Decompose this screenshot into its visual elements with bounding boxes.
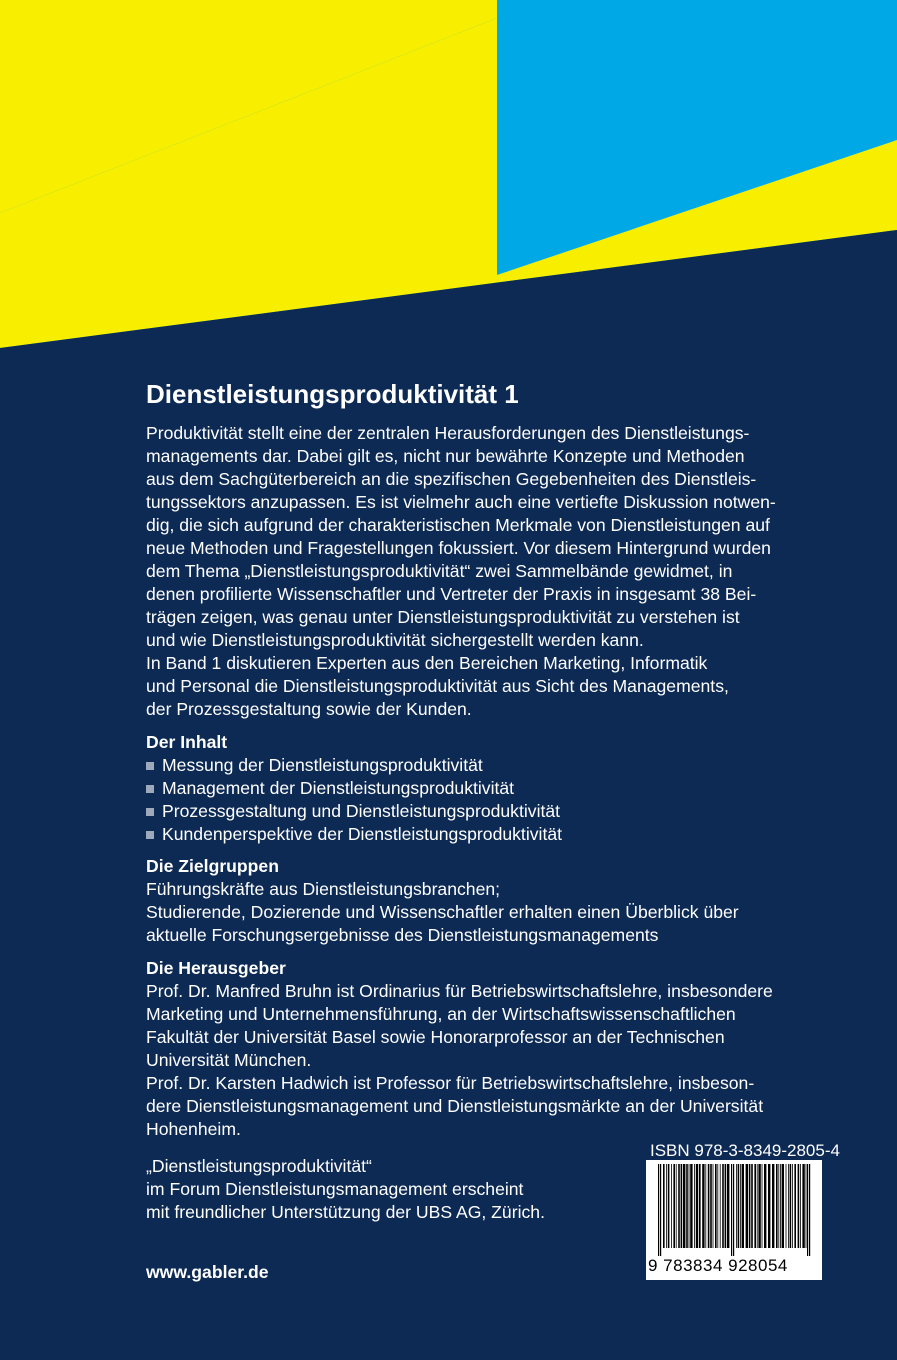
barcode-bar xyxy=(772,1164,774,1248)
list-item xyxy=(146,754,826,777)
barcode-bar xyxy=(717,1164,718,1248)
text-line: Prof. Dr. Manfred Bruhn ist Ordinarius für Betriebswirtschaftslehre, insbesondere xyxy=(146,981,773,1001)
barcode-guard-bar xyxy=(809,1164,810,1256)
intro-line: dig, die sich aufgrund der charakteristischen Merkmale von Dienstleistungen auf xyxy=(146,515,770,535)
barcode-bar xyxy=(673,1164,675,1248)
barcode-bar xyxy=(690,1164,692,1248)
barcode-bar xyxy=(715,1164,717,1248)
barcode-bar xyxy=(792,1164,793,1248)
list-item-label: Management der Dienstleistungsproduktivität xyxy=(162,778,515,798)
barcode-bar xyxy=(663,1164,665,1248)
barcode-bar xyxy=(689,1164,690,1248)
barcode-bar xyxy=(806,1164,807,1248)
barcode-bar xyxy=(681,1164,683,1248)
barcode-bar xyxy=(705,1164,706,1248)
barcode-bar xyxy=(738,1164,740,1248)
text-line: Hohenheim. xyxy=(146,1119,241,1139)
intro-text xyxy=(146,422,816,721)
barcode-bar xyxy=(742,1164,744,1248)
barcode-bar xyxy=(764,1164,766,1248)
barcode-bar xyxy=(786,1164,787,1248)
intro-line: der Prozessgestaltung sowie der Kunden. xyxy=(146,699,472,719)
intro-line: aus dem Sachgüterbereich an die spezifischen Gegebenheiten des Dienstleis- xyxy=(146,469,757,489)
cover-top-graphic xyxy=(0,0,897,350)
barcode-bar xyxy=(696,1164,698,1248)
section-herausgeber xyxy=(146,957,826,1141)
barcode-bar xyxy=(710,1164,712,1248)
barcode-bar xyxy=(702,1164,704,1248)
barcode-bar xyxy=(746,1164,748,1248)
barcode-guard-bar xyxy=(660,1164,661,1256)
barcode-bar xyxy=(778,1164,779,1248)
bullet-square-icon xyxy=(146,785,154,793)
section-inhalt xyxy=(146,731,826,846)
text-line: Marketing und Unternehmensführung, an der Wirtschaftswissenschaftlichen xyxy=(146,1004,736,1024)
barcode-bar xyxy=(668,1164,670,1248)
barcode-bar xyxy=(758,1164,760,1248)
barcode-bar xyxy=(740,1164,741,1248)
barcode-bar xyxy=(666,1164,667,1248)
barcode-digits: 9 783834 928054 xyxy=(648,1256,788,1275)
intro-line: trägen zeigen, was genau unter Dienstleistungsproduktivität zu verstehen ist xyxy=(146,607,740,627)
intro-line: neue Methoden und Fragestellungen fokussiert. Vor diesem Hintergrund wurden xyxy=(146,538,771,558)
list-item-label: Messung der Dienstleistungsproduktivität xyxy=(162,755,483,775)
barcode-bar xyxy=(798,1164,800,1248)
text-line: Fakultät der Universität Basel sowie Honorarprofessor an der Technischen xyxy=(146,1027,725,1047)
barcode xyxy=(646,1160,822,1280)
barcode-bar xyxy=(676,1164,677,1248)
text-line: Universität München. xyxy=(146,1050,312,1070)
list-item-label: Kundenperspektive der Dienstleistungsproduktivität xyxy=(162,824,563,844)
barcode-bar xyxy=(720,1164,721,1248)
barcode-bar xyxy=(788,1164,789,1248)
section-heading: Die Herausgeber xyxy=(146,958,286,978)
barcode-bar xyxy=(780,1164,781,1248)
intro-line: Produktivität stellt eine der zentralen Herausforderungen des Dienstleistungs- xyxy=(146,423,750,443)
barcode-bars xyxy=(656,1164,812,1256)
list-item xyxy=(146,777,826,800)
intro-line: denen profilierte Wissenschaftler und Vertreter der Praxis in insgesamt 38 Bei- xyxy=(146,584,757,604)
intro-line: managements dar. Dabei gilt es, nicht nur bewährte Konzepte und Methoden xyxy=(146,446,745,466)
book-title: Dienstleistungsproduktivität 1 xyxy=(146,379,519,409)
text-line: dere Dienstleistungsmanagement und Dienstleistungsmärkte an der Universität xyxy=(146,1096,764,1116)
section-heading: Der Inhalt xyxy=(146,732,228,752)
text-line: Studierende, Dozierende und Wissenschaftler erhalten einen Überblick über xyxy=(146,902,739,922)
intro-line: und Personal die Dienstleistungsproduktivität aus Sicht des Managements, xyxy=(146,676,729,696)
barcode-bar xyxy=(757,1164,758,1248)
barcode-bar xyxy=(725,1164,727,1248)
content-list xyxy=(146,754,826,846)
text-line: mit freundlicher Unterstützung der UBS AG, Zürich. xyxy=(146,1202,545,1222)
list-item xyxy=(146,800,826,823)
intro-line: dem Thema „Dienstleistungsproduktivität“ zwei Sammelbände gewidmet, in xyxy=(146,561,733,581)
barcode-guard-bar xyxy=(733,1164,734,1256)
intro-line: In Band 1 diskutieren Experten aus den Bereichen Marketing, Informatik xyxy=(146,653,708,673)
text-line: im Forum Dienstleistungsmanagement erscheint xyxy=(146,1179,524,1199)
barcode-guard-bar xyxy=(731,1164,732,1256)
bullet-square-icon xyxy=(146,808,154,816)
intro-line: und wie Dienstleistungsproduktivität sichergestellt werden kann. xyxy=(146,630,644,650)
barcode-guard-bar xyxy=(807,1164,808,1256)
text-line: „Dienstleistungsproduktivität“ xyxy=(146,1156,372,1176)
section-heading: Die Zielgruppen xyxy=(146,856,279,876)
barcode-bar xyxy=(751,1164,753,1248)
text-line: Führungskräfte aus Dienstleistungsbranchen; xyxy=(146,879,501,899)
barcode-bar xyxy=(768,1164,770,1248)
barcode-bar xyxy=(686,1164,688,1248)
bullet-square-icon xyxy=(146,831,154,839)
barcode-bar xyxy=(708,1164,710,1248)
barcode-bar xyxy=(800,1164,801,1248)
list-item xyxy=(146,823,826,846)
barcode-bar xyxy=(790,1164,792,1248)
barcode-guard-bar xyxy=(658,1164,659,1256)
barcode-bar xyxy=(727,1164,729,1248)
barcode-bar xyxy=(782,1164,784,1248)
barcode-bar xyxy=(678,1164,680,1248)
intro-line: tungssektors anzupassen. Es ist vielmehr auch eine vertiefte Diskussion notwen- xyxy=(146,492,776,512)
barcode-bar xyxy=(794,1164,796,1248)
list-item-label: Prozessgestaltung und Dienstleistungsproduktivität xyxy=(162,801,561,821)
barcode-bar xyxy=(754,1164,756,1248)
barcode-bar xyxy=(762,1164,763,1248)
barcode-bar xyxy=(722,1164,724,1248)
isbn-label: ISBN 978-3-8349-2805-4 xyxy=(650,1141,840,1160)
barcode-bar xyxy=(749,1164,751,1248)
section-zielgruppen xyxy=(146,855,826,947)
barcode-bar xyxy=(802,1164,804,1248)
text-line: aktuelle Forschungsergebnisse des Dienstleistungsmanagements xyxy=(146,925,659,945)
barcode-bar xyxy=(683,1164,685,1248)
text-line: Prof. Dr. Karsten Hadwich ist Professor für Betriebswirtschaftslehre, insbeson- xyxy=(146,1073,755,1093)
barcode-bar xyxy=(713,1164,714,1248)
barcode-bar xyxy=(694,1164,695,1248)
barcode-bar xyxy=(671,1164,672,1248)
barcode-bar xyxy=(699,1164,701,1248)
barcode-bar xyxy=(736,1164,737,1248)
barcode-bar xyxy=(776,1164,778,1248)
bullet-square-icon xyxy=(146,762,154,770)
website-link[interactable]: www.gabler.de xyxy=(146,1262,269,1282)
